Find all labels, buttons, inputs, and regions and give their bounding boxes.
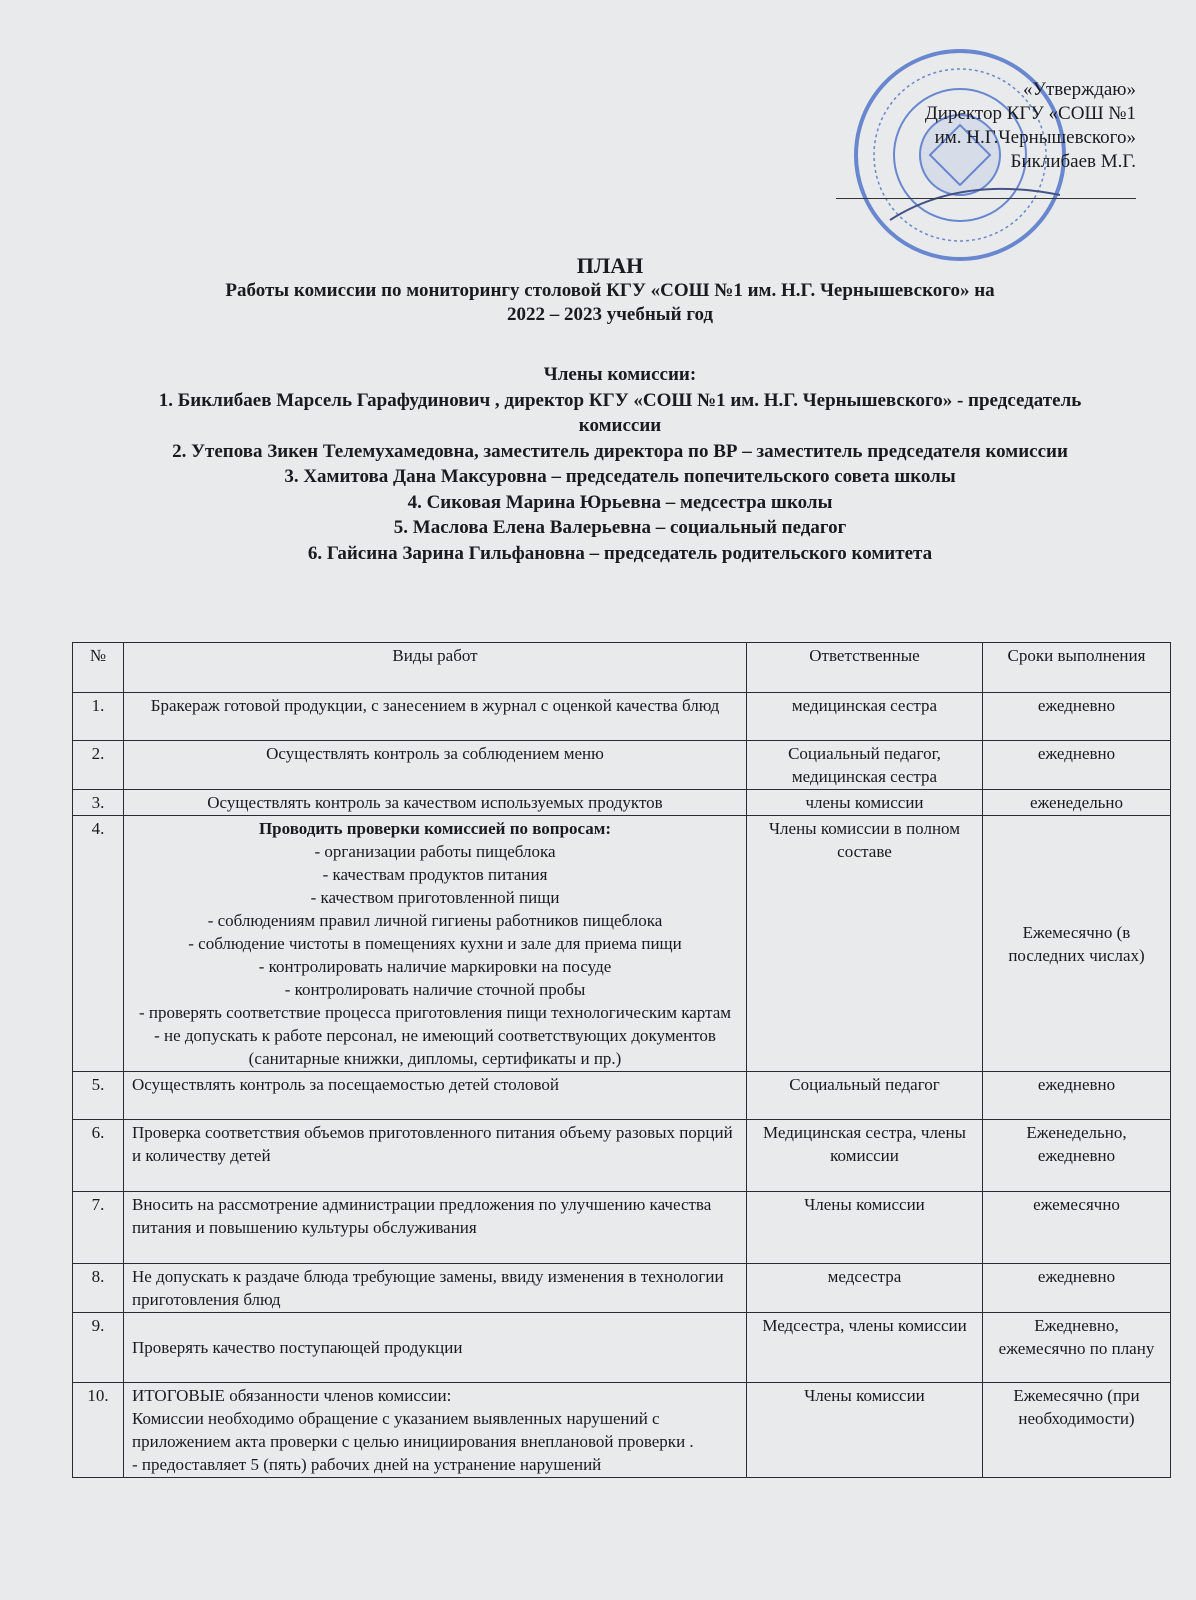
member-item: 1. Биклибаев Марсель Гарафудинович , директор КГУ «СОШ №1 им. Н.Г. Чернышевского» - председатель комиссии: [158, 389, 1082, 436]
row-work-item: - соблюдениям правил личной гигиены работников пищеблока: [207, 911, 663, 930]
approval-line-2: Директор КГУ «СОШ №1: [924, 103, 1136, 124]
document-subtitle-1: Работы комиссии по мониторингу столовой КГУ «СОШ №1 им. Н.Г. Чернышевского» на: [225, 280, 995, 301]
row-work: Осуществлять контроль за качеством используемых продуктов: [124, 790, 747, 816]
row-work-title: Проводить проверки комиссией по вопросам:: [258, 819, 612, 838]
row-num: 6.: [73, 1120, 124, 1192]
row-responsible: Медсестра, члены комиссии: [747, 1313, 983, 1383]
row-num: 10.: [73, 1383, 124, 1478]
work-plan-table: [72, 642, 1171, 1478]
table-row: [73, 1383, 1171, 1478]
row-work: Проверка соответствия объемов приготовленного питания объему разовых порций и количеству детей: [124, 1120, 747, 1192]
table-row: [73, 741, 1171, 790]
row-term: Еженедельно, ежедневно: [983, 1120, 1171, 1192]
row-term: ежедневно: [983, 693, 1171, 741]
header-work: Виды работ: [124, 643, 747, 693]
row-work-item: - контролировать наличие маркировки на посуде: [258, 957, 612, 976]
row-work-line: Комиссии необходимо обращение с указанием выявленных нарушений с приложением акта проверки с целью инициирования внеплановой проверки .: [132, 1409, 694, 1451]
table-row: [73, 1072, 1171, 1120]
row-work-item: - качеством приготовленной пищи: [310, 888, 560, 907]
signature-line: [836, 198, 1136, 199]
member-item: 6. Гайсина Зарина Гильфановна – председатель родительского комитета: [307, 542, 933, 564]
header-num: №: [73, 643, 124, 693]
row-num: 2.: [73, 741, 124, 790]
table-header-row: [73, 643, 1171, 693]
row-term: еженедельно: [983, 790, 1171, 816]
row-work-item: - качествам продуктов питания: [322, 865, 548, 884]
members-list: [120, 388, 1120, 567]
document-title: ПЛАН: [576, 253, 644, 278]
table-row: [73, 816, 1171, 1072]
member-item: 3. Хамитова Дана Максуровна – председатель попечительского совета школы: [284, 466, 956, 487]
row-responsible: Члены комиссии: [747, 1383, 983, 1478]
row-work: [124, 816, 747, 1072]
approval-line-4: Биклибаев М.Г.: [1010, 151, 1136, 172]
row-num: 1.: [73, 693, 124, 741]
commission-members: [120, 362, 1120, 566]
row-term: ежедневно: [983, 1072, 1171, 1120]
row-responsible: медсестра: [747, 1264, 983, 1313]
row-work-item: - организации работы пищеблока: [314, 842, 556, 861]
row-num: 9.: [73, 1313, 124, 1383]
row-responsible: Члены комиссии: [747, 1192, 983, 1264]
row-work: Осуществлять контроль за посещаемостью детей столовой: [124, 1072, 747, 1120]
row-work-item: - соблюдение чистоты в помещениях кухни и зале для приема пищи: [188, 934, 682, 953]
row-responsible: Медицинская сестра, члены комиссии: [747, 1120, 983, 1192]
row-work: Проверять качество поступающей продукции: [124, 1313, 747, 1383]
approval-line-1: «Утверждаю»: [1023, 79, 1136, 100]
row-responsible: члены комиссии: [747, 790, 983, 816]
approval-line-3: им. Н.Г.Чернышевского»: [934, 127, 1136, 148]
table-row: [73, 1264, 1171, 1313]
table-row: [73, 1192, 1171, 1264]
row-work-item: - проверять соответствие процесса приготовления пищи технологическим картам: [138, 1003, 732, 1022]
member-item: 2. Утепова Зикен Телемухамедовна, заместитель директора по ВР – заместитель председателя комиссии: [172, 440, 1068, 462]
row-work-line: ИТОГОВЫЕ обязанности членов комиссии:: [132, 1386, 452, 1405]
row-work: [124, 1383, 747, 1478]
row-num: 7.: [73, 1192, 124, 1264]
row-work-item: - не допускать к работе персонал, не имеющий соответствующих документов (санитарные книжки, дипломы, сертификаты и пр.): [154, 1026, 716, 1068]
row-responsible: Члены комиссии в полном составе: [747, 816, 983, 1072]
row-num: 8.: [73, 1264, 124, 1313]
row-term: Ежедневно, ежемесячно по плану: [983, 1313, 1171, 1383]
row-work: Бракераж готовой продукции, с занесением в журнал с оценкой качества блюд: [124, 693, 747, 741]
row-term: Ежемесячно (при необходимости): [983, 1383, 1171, 1478]
row-work-line: - предоставляет 5 (пять) рабочих дней на устранение нарушений: [132, 1455, 602, 1474]
table-row: [73, 693, 1171, 741]
member-item: 5. Маслова Елена Валерьевна – социальный педагог: [393, 517, 847, 538]
header-responsible: Ответственные: [747, 643, 983, 693]
row-work-item: - контролировать наличие сточной пробы: [284, 980, 586, 999]
table-row: [73, 790, 1171, 816]
row-responsible: медицинская сестра: [747, 693, 983, 741]
row-term: ежемесячно: [983, 1192, 1171, 1264]
header-term: Сроки выполнения: [983, 643, 1171, 693]
document-heading: [70, 253, 1150, 327]
row-responsible: Социальный педагог: [747, 1072, 983, 1120]
row-responsible: Социальный педагог, медицинская сестра: [747, 741, 983, 790]
row-work: Вносить на рассмотрение администрации предложения по улучшению качества питания и повышению культуры обслуживания: [124, 1192, 747, 1264]
document-subtitle-2: 2022 – 2023 учебный год: [506, 304, 714, 325]
members-title: Члены комиссии:: [543, 364, 697, 385]
row-work: Осуществлять контроль за соблюдением меню: [124, 741, 747, 790]
row-term: ежедневно: [983, 741, 1171, 790]
row-term: ежедневно: [983, 1264, 1171, 1313]
member-item: 4. Сиковая Марина Юрьевна – медсестра школы: [407, 491, 833, 513]
row-num: 5.: [73, 1072, 124, 1120]
row-work: Не допускать к раздаче блюда требующие замены, ввиду изменения в технологии приготовления блюд: [124, 1264, 747, 1313]
row-num: 3.: [73, 790, 124, 816]
row-num: 4.: [73, 816, 124, 1072]
row-term: Ежемесячно (в последних числах): [983, 816, 1171, 1072]
approval-block: [925, 78, 1136, 174]
table-row: [73, 1313, 1171, 1383]
table-row: [73, 1120, 1171, 1192]
